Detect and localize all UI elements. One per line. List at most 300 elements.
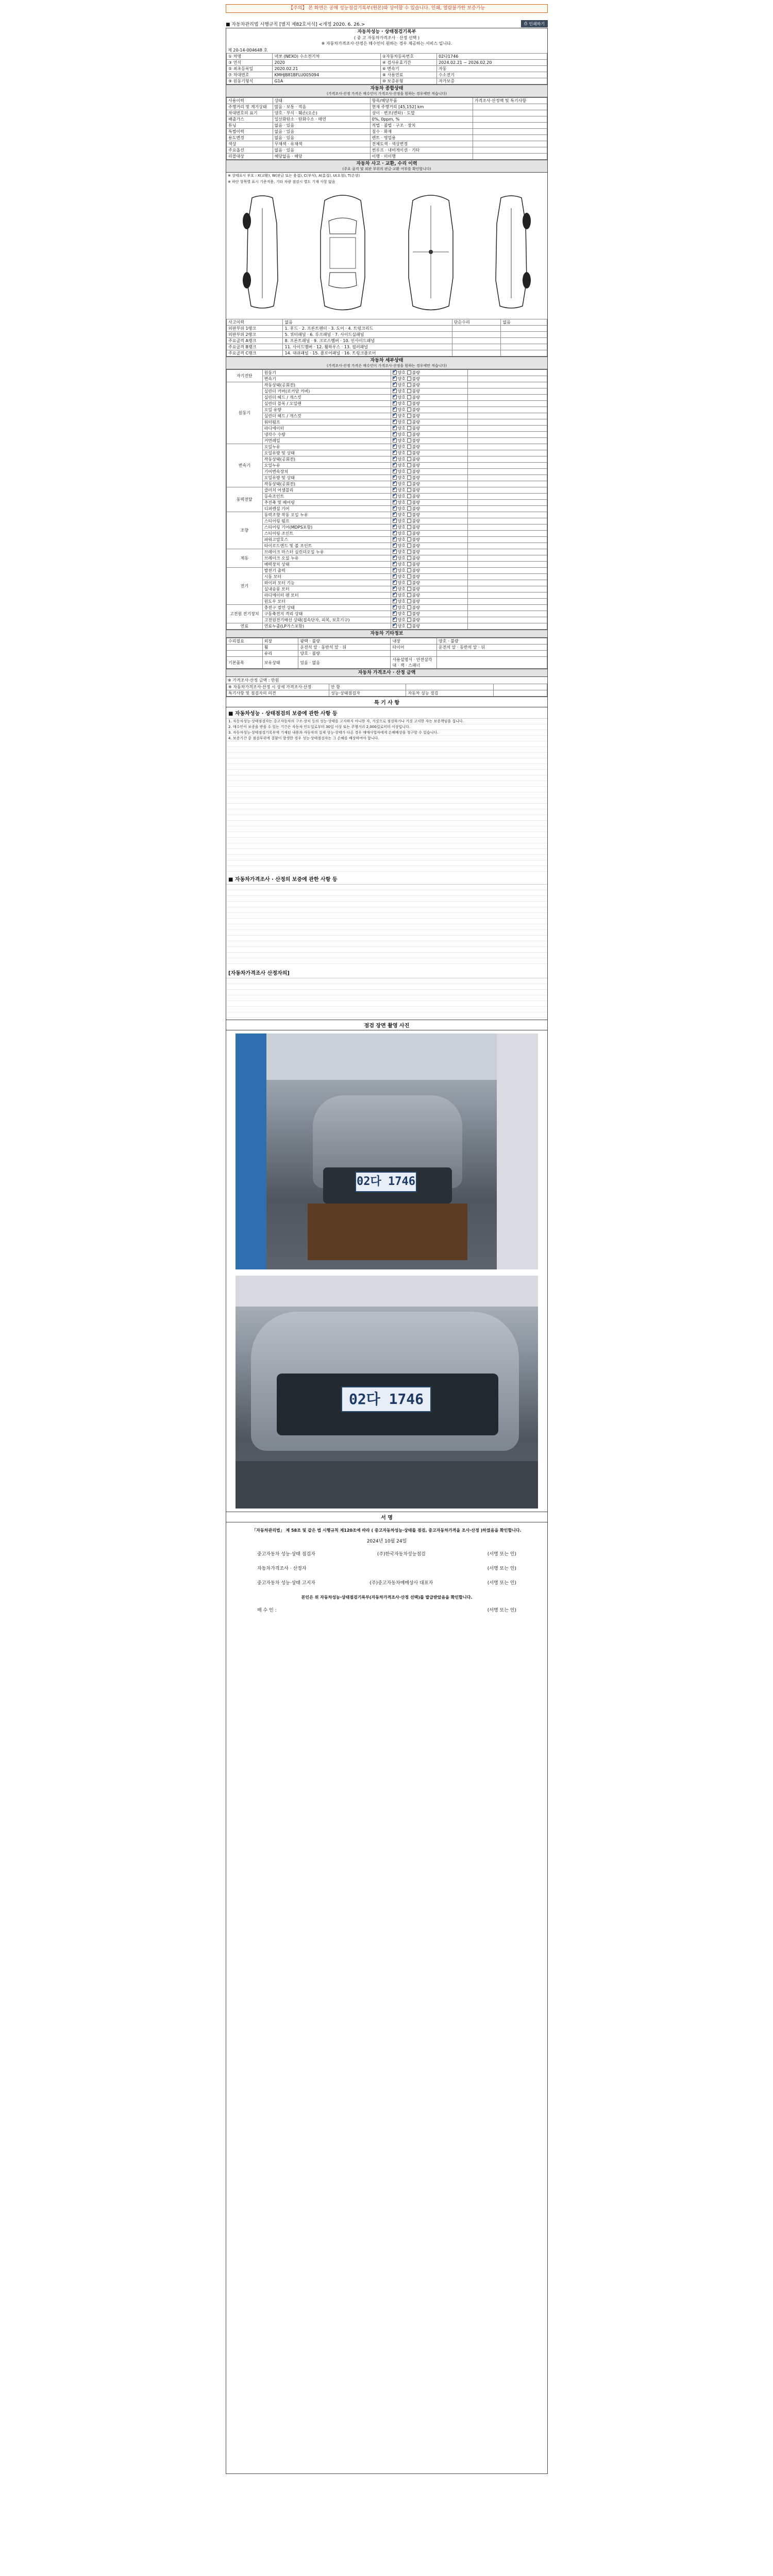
checkbox[interactable] <box>407 395 411 399</box>
checkbox[interactable] <box>407 550 411 554</box>
summary-row-cell: 리콜대상 <box>227 154 273 160</box>
summary-row-cell: 항목/해당부품 <box>370 98 473 104</box>
price-row <box>227 684 547 690</box>
detail-note-cell <box>467 463 547 469</box>
detail-group-cell: 조향 <box>227 512 263 549</box>
detail-row <box>227 395 547 401</box>
vehicle-row-cell: 2024.02.21 ~ 2026.02.20 <box>437 60 547 66</box>
checkbox[interactable] <box>407 401 411 405</box>
document-title: 자동차성능 · 상태점검기록부 ( 중 고 자동차가격조사 · 산정 선택 ) ※ 자동차가격조사·산정은 매수인이 원하는 경우 제공하는 서비스 입니다. <box>226 28 547 47</box>
frame-row-cell: 주요골격 C랭크 <box>227 350 283 357</box>
checkbox[interactable] <box>407 574 411 579</box>
print-button[interactable] <box>521 20 548 27</box>
detail-status-cell: ✔ 양호 불량 <box>391 506 467 512</box>
summary-row-cell: 없음 · 있음 <box>273 135 370 141</box>
summary-row <box>227 116 547 123</box>
extra-row-cell <box>437 657 547 669</box>
checkbox-checked[interactable] <box>393 426 397 430</box>
extra-row-cell: 사용설명서 · 안전삼각대 · 잭 · 스패너 <box>391 657 437 669</box>
detail-status-cell: ✔ 양호 불량 <box>391 481 467 487</box>
detail-row <box>227 494 547 500</box>
vehicle-row-cell: 수소전기 <box>437 72 547 78</box>
summary-row-cell <box>473 135 547 141</box>
checkbox[interactable] <box>407 389 411 393</box>
frame-row-cell: 5. 쿼터패널 · 6. 루프패널 · 7. 사이드실패널 <box>283 332 452 338</box>
vehicle-row-cell: ②자동차등록번호 <box>380 54 436 60</box>
detail-status-cell: ✔ 양호 불량 <box>391 388 467 395</box>
detail-item-cell: 브레이크 마스터 실린더오일 누유 <box>262 549 391 555</box>
detail-status-cell: ✔ 양호 불량 <box>391 463 467 469</box>
checkbox-checked[interactable] <box>393 370 397 375</box>
checkbox[interactable] <box>407 562 411 566</box>
detail-note-cell <box>467 487 547 494</box>
detail-note-cell <box>467 413 547 419</box>
summary-row <box>227 129 547 135</box>
signature-cell: (주)한국자동차성능점검 <box>377 1551 426 1557</box>
summary-row-cell <box>473 154 547 160</box>
detail-status-cell: ✔ 양호 불량 <box>391 469 467 475</box>
summary-row-cell: 주행거리 및 계기상태 <box>227 104 273 110</box>
checkbox-checked[interactable] <box>393 438 397 443</box>
checkbox-checked[interactable] <box>393 568 397 572</box>
checkbox-checked[interactable] <box>393 531 397 535</box>
detail-row <box>227 376 547 382</box>
detail-row <box>227 568 547 574</box>
detail-row <box>227 426 547 432</box>
extra-row <box>227 651 547 657</box>
frame-row-cell <box>452 338 501 344</box>
checkbox-checked[interactable] <box>393 513 397 517</box>
record-sheet <box>226 28 548 2474</box>
checkbox[interactable] <box>407 519 411 523</box>
summary-row-cell: 썬루프 · 내비게이션 · 기타 <box>370 147 473 154</box>
checkbox[interactable] <box>407 531 411 535</box>
detail-row <box>227 555 547 562</box>
checkbox-checked[interactable] <box>393 506 397 511</box>
vehicle-row <box>227 72 547 78</box>
detail-status-cell: ✔ 양호 불량 <box>391 370 467 376</box>
document-subtitle: ( 중 고 자동차가격조사 · 산정 선택 ) <box>354 36 420 40</box>
checkbox-checked[interactable] <box>393 550 397 554</box>
frame-flags-table <box>226 319 547 357</box>
detail-item-cell: 냉각수 수량 <box>262 432 391 438</box>
photos-title: 점검 장면 촬영 사진 <box>226 1020 547 1030</box>
detail-item-cell: 브레이크 오일 누유 <box>262 555 391 562</box>
checkbox[interactable] <box>407 408 411 412</box>
frame-row <box>227 344 547 350</box>
summary-row-cell <box>473 123 547 129</box>
detail-note-cell <box>467 444 547 450</box>
detail-note-cell <box>467 580 547 586</box>
detail-note-cell <box>467 543 547 549</box>
frame-row-cell: 주요골격 A랭크 <box>227 338 283 344</box>
checkbox[interactable] <box>407 618 411 622</box>
checkbox[interactable] <box>407 500 411 504</box>
extra-row-cell <box>227 645 263 651</box>
summary-row-cell: 상태 <box>273 98 370 104</box>
detail-note-cell <box>467 617 547 623</box>
vehicle-row <box>227 54 547 60</box>
price-row-cell: 특기사항 및 점검자의 의견 <box>227 690 329 697</box>
notes-body <box>226 978 547 1020</box>
detail-note-cell <box>467 623 547 630</box>
extra-row-cell: 내장 <box>391 638 437 645</box>
extra-row-cell: 기본품목 <box>227 657 263 669</box>
checkbox-checked[interactable] <box>393 519 397 523</box>
detail-note-cell <box>467 376 547 382</box>
checkbox[interactable] <box>407 593 411 597</box>
frame-legend: ※ 상태표시 부호 : X(교환), W(판금 또는 용접), C(부식), A(흠집), U(요철), T(손상) <box>228 174 360 178</box>
checkbox-checked[interactable] <box>393 408 397 412</box>
notes-body <box>226 719 547 873</box>
checkbox[interactable] <box>407 383 411 387</box>
checkbox-checked[interactable] <box>393 451 397 455</box>
checkbox-checked[interactable] <box>393 544 397 548</box>
detail-status-cell: ✔ 양호 불량 <box>391 605 467 611</box>
vehicle-row-cell: G1A <box>273 78 380 84</box>
checkbox-checked[interactable] <box>393 463 397 467</box>
frame-row-cell <box>501 350 547 357</box>
checkbox[interactable] <box>407 420 411 424</box>
detail-row <box>227 518 547 524</box>
checkbox-checked[interactable] <box>393 389 397 393</box>
detail-status-cell: ✔ 양호 불량 <box>391 512 467 518</box>
top-bar <box>226 20 548 28</box>
checkbox[interactable] <box>407 624 411 628</box>
detail-row <box>227 543 547 549</box>
summary-row-cell: 0%, 0ppm, % <box>370 116 473 123</box>
summary-row-cell <box>473 116 547 123</box>
frame-row-cell: 11. 사이드멤버 · 12. 휠하우스 · 13. 필러패널 <box>283 344 452 350</box>
detail-item-cell: 워터펌프 <box>262 419 391 426</box>
checkbox-checked[interactable] <box>393 537 397 541</box>
detail-note-cell <box>467 568 547 574</box>
frame-row-cell <box>501 326 547 332</box>
detail-status-cell: ✔ 양호 불량 <box>391 444 467 450</box>
buyer-sign-note: (서명 또는 인) <box>487 1607 516 1613</box>
inspection-document <box>226 20 548 2474</box>
frame-row-cell <box>501 332 547 338</box>
notes-heading: ■ 자동차가격조사 · 산정의 보증에 관한 사항 등 <box>226 873 547 885</box>
checkbox-checked[interactable] <box>393 420 397 424</box>
detail-item-cell: 디퍼렌셜 기어 <box>262 506 391 512</box>
checkbox-checked[interactable] <box>393 401 397 405</box>
summary-row-cell: 없음 · 있음 <box>273 123 370 129</box>
checkbox[interactable] <box>407 488 411 492</box>
signature-cell: 중고자동차 성능·상태 고지자 <box>257 1580 315 1586</box>
checkbox-checked[interactable] <box>393 469 397 473</box>
detail-status-cell: ✔ 양호 불량 <box>391 555 467 562</box>
extra-row-cell: 운전석 앞 · 동반석 앞 · 뒤 <box>437 645 547 651</box>
checkbox-checked[interactable] <box>393 500 397 504</box>
frame-row-cell: 외판부위 1랭크 <box>227 326 283 332</box>
frame-row-cell <box>452 326 501 332</box>
checkbox-checked[interactable] <box>393 414 397 418</box>
frame-row <box>227 332 547 338</box>
detail-status-cell: ✔ 양호 불량 <box>391 382 467 388</box>
checkbox-checked[interactable] <box>393 587 397 591</box>
detail-note-cell <box>467 574 547 580</box>
detail-row <box>227 382 547 388</box>
checkbox-checked[interactable] <box>393 605 397 609</box>
detail-status-cell: ✔ 양호 불량 <box>391 413 467 419</box>
detail-item-cell: 커먼레일 <box>262 438 391 444</box>
detail-note-cell <box>467 481 547 487</box>
summary-row-cell <box>473 141 547 147</box>
checkbox[interactable] <box>407 469 411 473</box>
checkbox[interactable] <box>407 494 411 498</box>
detail-note-cell <box>467 419 547 426</box>
detail-status-cell: ✔ 양호 불량 <box>391 475 467 481</box>
checkbox-checked[interactable] <box>393 482 397 486</box>
detail-group-cell: 자기진단 <box>227 370 263 382</box>
checkbox-checked[interactable] <box>393 383 397 387</box>
signature-cell: (서명 또는 인) <box>487 1580 516 1586</box>
summary-row <box>227 141 547 147</box>
signature-row <box>226 1561 547 1575</box>
signature-row <box>226 1575 547 1589</box>
detail-row <box>227 419 547 426</box>
detail-item-cell: 실린더 헤드 / 개스킷 <box>262 395 391 401</box>
checkbox-checked[interactable] <box>393 599 397 603</box>
vehicle-row-cell: ① 차명 <box>227 54 273 60</box>
section-history: 자동차 사고 · 교환, 수리 이력 (주요 골격 및 외판 부위의 판금·교환 여부를 확인합니다) <box>226 160 547 173</box>
detail-item-cell: 충전구 절연 상태 <box>262 605 391 611</box>
checkbox-checked[interactable] <box>393 556 397 560</box>
checkbox[interactable] <box>407 587 411 591</box>
checkbox[interactable] <box>407 476 411 480</box>
checkbox-checked[interactable] <box>393 377 397 381</box>
detail-note-cell <box>467 549 547 555</box>
detail-item-cell: 라디에이터 <box>262 426 391 432</box>
detail-group-cell: 동력전달 <box>227 487 263 512</box>
photo-plate-1: 02다 1746 <box>355 1172 417 1192</box>
checkbox[interactable] <box>407 432 411 436</box>
checkbox-checked[interactable] <box>393 562 397 566</box>
summary-row-cell: 양호 · 부식 · 훼손(오손) <box>273 110 370 116</box>
checkbox-checked[interactable] <box>393 494 397 498</box>
detail-status-cell: ✔ 양호 불량 <box>391 432 467 438</box>
notes-body <box>226 885 547 967</box>
signature-cell: 자동차가격조사 · 산정자 <box>257 1566 307 1571</box>
extra-row-cell: 수리필요 <box>227 638 263 645</box>
section-options: 자동차 기타정보 <box>226 630 547 638</box>
checkbox-checked[interactable] <box>393 525 397 529</box>
summary-row-cell: 일산화탄소 · 탄화수소 · 매연 <box>273 116 370 123</box>
checkbox[interactable] <box>407 568 411 572</box>
vehicle-row-cell: ④ 검사유효기간 <box>380 60 436 66</box>
checkbox-checked[interactable] <box>393 612 397 616</box>
detail-note-cell <box>467 401 547 407</box>
detail-note-cell <box>467 555 547 562</box>
checkbox[interactable] <box>407 414 411 418</box>
extra-row <box>227 657 547 669</box>
checkbox[interactable] <box>407 370 411 375</box>
signature-rows <box>226 1546 547 1589</box>
detail-status-cell: ✔ 양호 불량 <box>391 574 467 580</box>
detail-note-cell <box>467 370 547 376</box>
detail-note-cell <box>467 475 547 481</box>
document-number: 제 20-14-004648 호 <box>228 48 268 53</box>
summary-row-cell <box>473 104 547 110</box>
checkbox[interactable] <box>407 445 411 449</box>
car-left-side-icon <box>231 193 293 311</box>
detail-row <box>227 592 547 599</box>
price-row-cell: 안 함 <box>329 684 406 690</box>
detail-row <box>227 586 547 592</box>
detail-item-cell: 고전원전기배선 상태(접속단자, 피복, 보호기구) <box>262 617 391 623</box>
detail-item-cell: 라디에이터 팬 모터 <box>262 592 391 599</box>
checkbox-checked[interactable] <box>393 624 397 628</box>
checkbox[interactable] <box>407 451 411 455</box>
summary-row-cell: 배출가스 <box>227 116 273 123</box>
notes-heading: ■ 자동차성능 · 상태점검의 보증에 관한 사항 등 <box>226 707 547 719</box>
detail-item-cell: 오일 유량 <box>262 407 391 413</box>
checkbox-checked[interactable] <box>393 432 397 436</box>
checkbox[interactable] <box>407 513 411 517</box>
frame-row-cell <box>452 344 501 350</box>
detail-status-cell: ✔ 양호 불량 <box>391 407 467 413</box>
detail-row <box>227 500 547 506</box>
checkbox[interactable] <box>407 612 411 616</box>
detail-item-cell: 시동 모터 <box>262 574 391 580</box>
checkbox-checked[interactable] <box>393 476 397 480</box>
checkbox[interactable] <box>407 482 411 486</box>
price-row-cell: 성능·상태점검자 <box>329 690 406 697</box>
checkbox-checked[interactable] <box>393 457 397 461</box>
detail-status-cell: ✔ 양호 불량 <box>391 401 467 407</box>
vehicle-row-cell: 2020 <box>273 60 380 66</box>
checkbox-checked[interactable] <box>393 618 397 622</box>
frame-row-cell <box>452 350 501 357</box>
detail-status-cell: ✔ 양호 불량 <box>391 562 467 568</box>
summary-row-cell: 많음 · 보통 · 적음 <box>273 104 370 110</box>
signature-row <box>226 1546 547 1561</box>
detail-item-cell: 변속기 <box>262 376 391 382</box>
detail-row <box>227 623 547 630</box>
summary-row-cell <box>473 129 547 135</box>
car-diagram-area <box>226 185 547 319</box>
summary-row <box>227 110 547 116</box>
detail-row <box>227 562 547 568</box>
detail-note-cell <box>467 494 547 500</box>
checkbox[interactable] <box>407 544 411 548</box>
detail-item-cell: 실린더 블록 / 오일팬 <box>262 401 391 407</box>
detail-status-cell: ✔ 양호 불량 <box>391 568 467 574</box>
summary-row-cell: 특별이력 <box>227 129 273 135</box>
detail-status-cell: ✔ 양호 불량 <box>391 537 467 543</box>
checkbox[interactable] <box>407 426 411 430</box>
extra-row-cell: 타이어 <box>391 645 437 651</box>
summary-row-cell: 이행 · 미이행 <box>370 154 473 160</box>
signature-cell: (서명 또는 인) <box>487 1566 516 1571</box>
checkbox-checked[interactable] <box>393 445 397 449</box>
buyer-signature-row <box>226 1602 547 1617</box>
detail-item-cell: 실린더 헤드 / 개스킷 <box>262 413 391 419</box>
vehicle-row <box>227 66 547 72</box>
detail-row <box>227 432 547 438</box>
detail-status-cell: ✔ 양호 불량 <box>391 438 467 444</box>
vehicle-row-cell: ⑦ 차대번호 <box>227 72 273 78</box>
price-row-cell <box>493 690 547 697</box>
checkbox[interactable] <box>407 556 411 560</box>
checkbox[interactable] <box>407 457 411 461</box>
frame-row-cell: 단순수리 <box>452 319 501 326</box>
checkbox[interactable] <box>407 506 411 511</box>
detail-item-cell: 등속조인트 <box>262 494 391 500</box>
detail-note-cell <box>467 506 547 512</box>
frame-row <box>227 319 547 326</box>
checkbox-checked[interactable] <box>393 488 397 492</box>
summary-row-cell: 적법 · 불법 · 구조 · 장치 <box>370 123 473 129</box>
inspection-photo-front-close <box>236 1276 538 1509</box>
notes-heading: [자동차가격조사 산정자의] <box>226 967 547 978</box>
detail-group-cell: 전기 <box>227 568 263 605</box>
extra-row-cell <box>437 651 547 657</box>
detail-row <box>227 456 547 463</box>
checkbox[interactable] <box>407 463 411 467</box>
document-note: ※ 자동차가격조사·산정은 매수인이 원하는 경우 제공하는 서비스 입니다. <box>321 41 452 46</box>
detail-status-cell: ✔ 양호 불량 <box>391 623 467 630</box>
detail-item-cell: 작동상태(공회전) <box>262 481 391 487</box>
summary-row <box>227 123 547 129</box>
checkbox-checked[interactable] <box>393 574 397 579</box>
checkbox-checked[interactable] <box>393 395 397 399</box>
detail-item-cell: 오일유량 및 상태 <box>262 450 391 456</box>
detail-group-cell: 고전원 전기장치 <box>227 605 263 623</box>
checkbox[interactable] <box>407 599 411 603</box>
detail-row <box>227 487 547 494</box>
vehicle-row-cell: 2020.02.21 <box>273 66 380 72</box>
checkbox-checked[interactable] <box>393 581 397 585</box>
detail-group-cell: 원동기 <box>227 382 263 444</box>
summary-row-cell: 전체도색 · 색상변경 <box>370 141 473 147</box>
extra-row <box>227 645 547 651</box>
summary-row <box>227 154 547 160</box>
detail-row <box>227 438 547 444</box>
checkbox[interactable] <box>407 377 411 381</box>
checkbox[interactable] <box>407 581 411 585</box>
detail-row <box>227 524 547 531</box>
checkbox[interactable] <box>407 525 411 529</box>
extra-row-cell: 양호 · 불량 <box>437 638 547 645</box>
detail-note-cell <box>467 537 547 543</box>
detail-note-cell <box>467 500 547 506</box>
detail-note-cell <box>467 469 547 475</box>
detail-table <box>226 369 547 630</box>
checkbox[interactable] <box>407 438 411 443</box>
detail-note-cell <box>467 518 547 524</box>
detail-status-cell: ✔ 양호 불량 <box>391 456 467 463</box>
summary-row-cell: 튜닝 <box>227 123 273 129</box>
detail-group-cell: 제동 <box>227 549 263 568</box>
detail-status-cell: ✔ 양호 불량 <box>391 494 467 500</box>
detail-status-cell: ✔ 양호 불량 <box>391 592 467 599</box>
checkbox-checked[interactable] <box>393 593 397 597</box>
detail-status-cell: ✔ 양호 불량 <box>391 543 467 549</box>
checkbox[interactable] <box>407 605 411 609</box>
detail-note-cell <box>467 432 547 438</box>
detail-row <box>227 463 547 469</box>
detail-status-cell: ✔ 양호 불량 <box>391 617 467 623</box>
detail-note-cell <box>467 450 547 456</box>
detail-item-cell: 작동상태(공회전) <box>262 456 391 463</box>
buyer-label: 매 수 인 : <box>257 1607 277 1613</box>
checkbox[interactable] <box>407 537 411 541</box>
frame-row-cell: 없음 <box>283 319 452 326</box>
frame-row <box>227 350 547 357</box>
price-row-cell <box>406 684 493 690</box>
